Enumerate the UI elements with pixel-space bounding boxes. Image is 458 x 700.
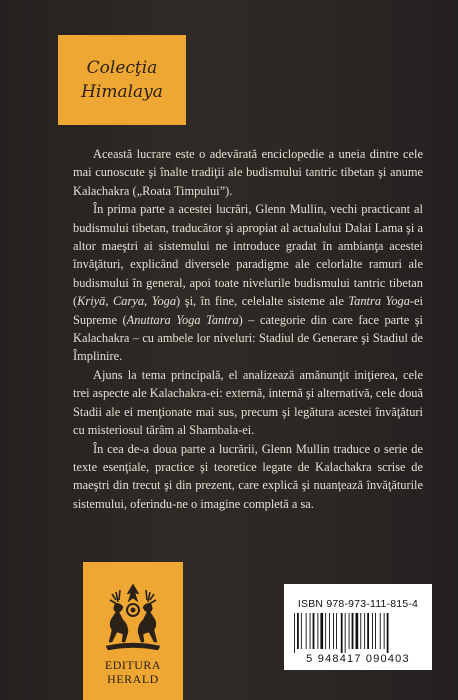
blurb-paragraph [73,440,423,514]
twin-deer-emblem-icon [98,580,168,658]
blurb-paragraph [73,366,423,440]
isbn-number: ISBN 978-973-111-815-4 [297,598,419,610]
italic-term: Kriyā [77,294,106,309]
text-run: În cea de-a doua parte a lucrării, Glenn Mullin traduce o serie de texte esenţiale, practice şi teoretice legate de Kalachakra scrise de maeştri din trecut şi din prezent, care explică şi nuanţează învăţăturile sistemului, oferindu-ne o imagine completă a sa. [73,441,423,511]
series-title-line2: Himalaya [81,82,163,102]
text-run: Ajuns la tema principală, el analizează amănunţit iniţierea, cele trei aspecte ale Kalachakra-ei: externă, internă şi alternativă, cele două Stadii ale ei menţionate mai sus, precum şi legătura acestei învăţături cu misteriosul tărâm al Shambala-ei. [73,367,423,438]
publisher-name-line2: HERALD [107,672,159,686]
italic-term: Yoga [151,294,177,309]
italic-term: Carya [113,294,145,309]
text-run: ) şi, în fine, celelalte sisteme ale [176,294,349,309]
text-run: Această lucrare este o adevărată enciclopedie a uneia dintre cele mai cunoscute şi înalte tradiţii ale budismului tantric tibetan şi anume Kalachakra („Roata Timpului”). [73,147,423,198]
text-run: , [105,294,114,309]
publisher-logo-box [83,562,183,700]
barcode-icon [294,613,422,653]
series-label-box [58,35,186,125]
text-run: -ei Supreme ( [73,294,423,327]
blurb-text [73,145,423,513]
italic-term: Tantra Yoga [348,294,410,309]
blurb-paragraph [73,145,423,200]
series-title-line1: Colecţia [86,58,158,78]
text-run: , [144,294,152,309]
barcode-panel [284,584,432,670]
text-run: ) – categorie din care face parte şi Kalachakra – cu ambele lor niveluri: Stadiul de Generare şi Stadiul de Împlinire. [73,312,423,364]
publisher-name-line1: EDITURA [104,658,162,672]
text-run: În prima parte a acestei lucrări, Glenn Mullin, vechi practicant al budismului tibetan, traducător şi apropiat al actualului Dalai Lama şi a altor maeştri ai sistemului ne introduce gradat în ambianţa acestei învăţături, explicând diversele paradigme ale celorlalte ramuri ale budismului în general, apoi toate nivelurile budismului tantric tibetan ( [73,202,423,309]
barcode-digits: 5 948417 090403 [306,653,410,665]
blurb-paragraph [73,200,423,366]
italic-term: Anuttara Yoga Tantra [126,312,239,327]
